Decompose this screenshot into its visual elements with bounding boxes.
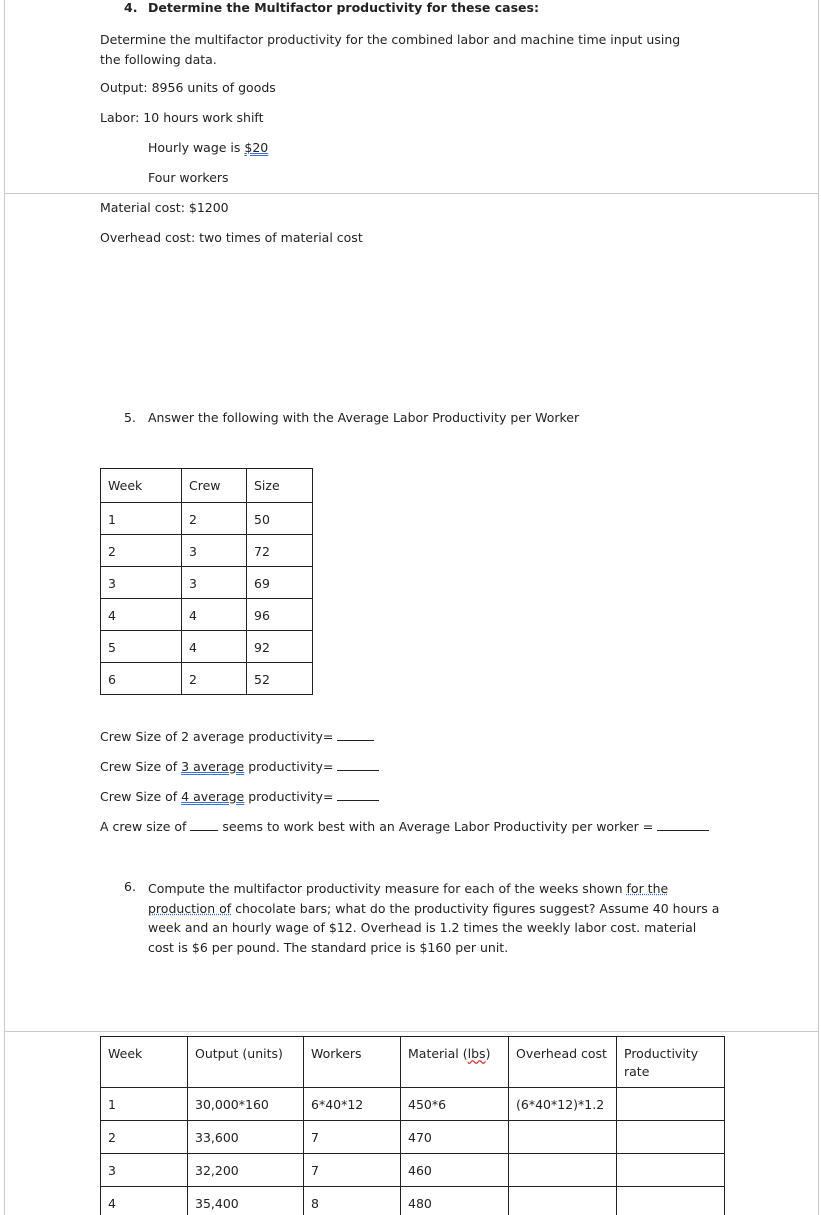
q4-output: Output: 8956 units of goods [100, 80, 276, 95]
best-crew-blank[interactable] [190, 820, 218, 831]
q6-number: 6. [124, 879, 136, 894]
crew3-prefix: Crew Size of [100, 759, 182, 774]
table-row [101, 599, 313, 631]
page-break [4, 1031, 818, 1032]
table-row [101, 1121, 725, 1154]
crew3-suffix: productivity= [244, 759, 334, 774]
crew4-blank[interactable] [337, 790, 379, 801]
multifactor-table [100, 1036, 725, 1215]
crew2-label: Crew Size of 2 average productivity= [100, 729, 334, 744]
cell-workers: 6*40*12 [304, 1088, 401, 1121]
table-row [101, 663, 313, 695]
page-break [4, 193, 818, 194]
table-row [101, 503, 313, 535]
cell-material: 480 [401, 1187, 509, 1215]
best-crew-text: seems to work best with an Average Labor Productivity per worker = [222, 819, 654, 834]
q6-text-a: Compute the multifactor productivity measure for each of the weeks shown [148, 881, 627, 896]
crew2-line [100, 729, 374, 744]
header-material: Material (lbs) [401, 1037, 509, 1088]
cell-size: 96 [247, 599, 313, 631]
table-header-row [101, 469, 313, 503]
table-header-row [101, 1037, 725, 1088]
q4-title: Determine the Multifactor productivity for these cases: [148, 0, 539, 15]
page-border-left [4, 0, 5, 1215]
q4-intro: Determine the multifactor productivity for the combined labor and machine time input using the following data. [100, 32, 681, 67]
header-crew: Crew [182, 469, 247, 503]
cell-week: 2 [101, 1121, 188, 1154]
cell-output: 30,000*160 [188, 1088, 304, 1121]
best-productivity-blank[interactable] [657, 820, 709, 831]
cell-material: 450*6 [401, 1088, 509, 1121]
cell-workers: 7 [304, 1121, 401, 1154]
cell-week: 6 [101, 663, 182, 695]
cell-week: 3 [101, 1154, 188, 1187]
cell-week: 5 [101, 631, 182, 663]
best-crew-line [100, 819, 709, 834]
crew3-line [100, 759, 379, 774]
cell-workers: 7 [304, 1154, 401, 1187]
cell-crew: 2 [182, 663, 247, 695]
cell-overhead[interactable] [509, 1154, 617, 1187]
cell-week: 4 [101, 599, 182, 631]
cell-crew: 2 [182, 503, 247, 535]
crew3-blank[interactable] [337, 760, 379, 771]
header-overhead: Overhead cost [509, 1037, 617, 1088]
cell-crew: 3 [182, 567, 247, 599]
cell-size: 92 [247, 631, 313, 663]
table-row [101, 1154, 725, 1187]
cell-productivity[interactable] [617, 1121, 725, 1154]
crew4-line [100, 789, 379, 804]
cell-size: 52 [247, 663, 313, 695]
cell-output: 35,400 [188, 1187, 304, 1215]
cell-output: 32,200 [188, 1154, 304, 1187]
q4-wage-value: $20 [244, 140, 269, 155]
cell-productivity[interactable] [617, 1088, 725, 1121]
cell-size: 50 [247, 503, 313, 535]
table-row [101, 1187, 725, 1215]
crew4-mid: 4 average [181, 789, 245, 804]
crew4-suffix: productivity= [244, 789, 334, 804]
cell-overhead: (6*40*12)*1.2 [509, 1088, 617, 1121]
header-size: Size [247, 469, 313, 503]
page-border-right [818, 0, 819, 1215]
q4-wage [148, 140, 268, 155]
cell-workers: 8 [304, 1187, 401, 1215]
q4-workers: Four workers [148, 170, 229, 185]
cell-crew: 4 [182, 631, 247, 663]
crew-size-table [100, 468, 313, 695]
crew2-blank[interactable] [337, 730, 374, 741]
cell-week: 4 [101, 1187, 188, 1215]
cell-crew: 3 [182, 535, 247, 567]
cell-output: 33,600 [188, 1121, 304, 1154]
header-week: Week [101, 1037, 188, 1088]
q4-number: 4. [124, 0, 138, 15]
cell-week: 1 [101, 1088, 188, 1121]
q4-labor: Labor: 10 hours work shift [100, 110, 264, 125]
crew3-mid: 3 average [181, 759, 245, 774]
cell-week: 2 [101, 535, 182, 567]
header-week: Week [101, 469, 182, 503]
cell-overhead[interactable] [509, 1187, 617, 1215]
cell-crew: 4 [182, 599, 247, 631]
table-row [101, 1088, 725, 1121]
table-row [101, 567, 313, 599]
header-output: Output (units) [188, 1037, 304, 1088]
best-crew-label: A crew size of [100, 819, 187, 834]
cell-overhead[interactable] [509, 1121, 617, 1154]
table-row [101, 535, 313, 567]
q5-number: 5. [124, 410, 136, 425]
q4-overhead: Overhead cost: two times of material cost [100, 230, 363, 245]
q4-material: Material cost: $1200 [100, 200, 229, 215]
header-productivity: Productivity rate [617, 1037, 725, 1088]
cell-material: 460 [401, 1154, 509, 1187]
crew4-prefix: Crew Size of [100, 789, 182, 804]
q4-wage-label: Hourly wage is [148, 140, 245, 155]
q6-text-c: chocolate bars; what do the productivity figures suggest? Assume 40 hours a week and an hourly wage of $12. Overhead is 1.2 times the weekly labor cost. material cost is $6 per pound. The standard price is $160 per unit. [148, 900, 720, 955]
table-row [101, 631, 313, 663]
cell-material: 470 [401, 1121, 509, 1154]
cell-size: 72 [247, 535, 313, 567]
cell-productivity[interactable] [617, 1187, 725, 1215]
cell-week: 1 [101, 503, 182, 535]
q5-title: Answer the following with the Average Labor Productivity per Worker [148, 410, 580, 425]
cell-size: 69 [247, 567, 313, 599]
cell-week: 3 [101, 567, 182, 599]
lbs-text: lbs [467, 1046, 486, 1061]
q6-text-b: for the production of [148, 881, 669, 916]
cell-productivity[interactable] [617, 1154, 725, 1187]
q6-text [148, 879, 723, 957]
header-workers: Workers [304, 1037, 401, 1088]
